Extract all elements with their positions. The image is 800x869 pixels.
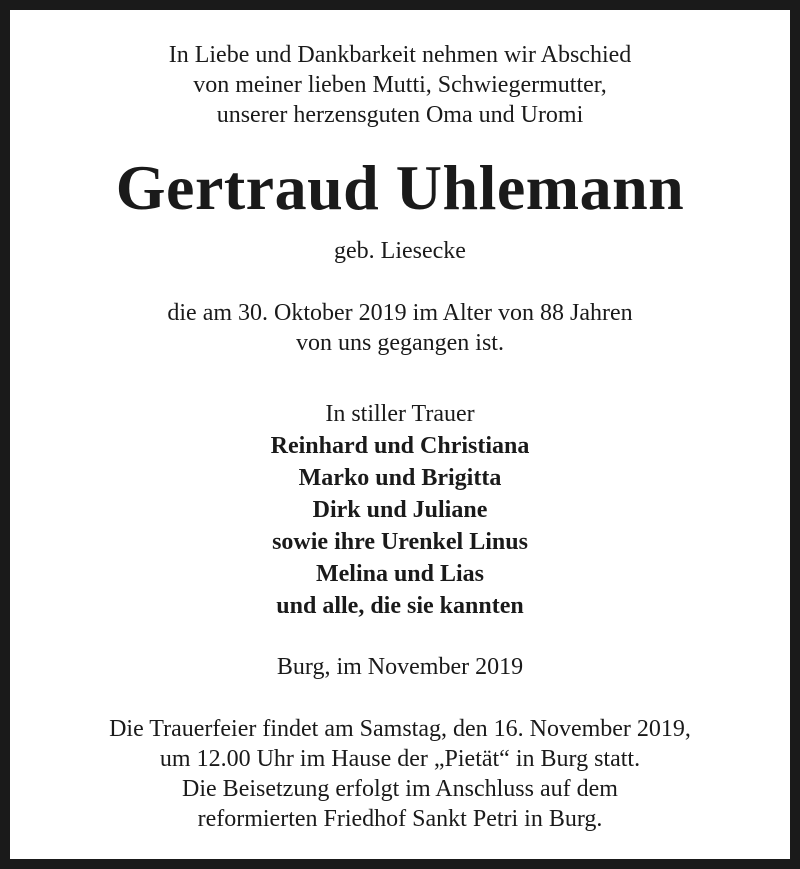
deceased-name: Gertraud Uhlemann — [115, 152, 685, 223]
place-date — [20, 652, 780, 682]
funeral-info — [20, 714, 780, 834]
birth-name — [20, 236, 780, 266]
mourners-block — [20, 398, 780, 622]
funeral-line: Die Trauerfeier findet am Samstag, den 16. November 2019, — [109, 716, 691, 742]
funeral-line: um 12.00 Uhr im Hause der „Pietät“ in Burg statt. — [159, 746, 641, 772]
death-notice — [20, 298, 780, 358]
death-line: von uns gegangen ist. — [296, 330, 504, 356]
birth-name-text: geb. Liesecke — [334, 238, 466, 264]
mourner-line: Dirk und Juliane — [312, 497, 488, 523]
mourner-line: Marko und Brigitta — [298, 465, 502, 491]
mourner-line: Melina und Lias — [315, 561, 485, 587]
mourner-line: sowie ihre Urenkel Linus — [272, 529, 528, 555]
mourner-line: und alle, die sie kannten — [276, 593, 524, 619]
funeral-line: Die Beisetzung erfolgt im Anschluss auf dem — [182, 776, 618, 802]
place-date-text: Burg, im November 2019 — [276, 654, 524, 680]
death-line: die am 30. Oktober 2019 im Alter von 88 Jahren — [167, 300, 633, 326]
mourning-intro: In stiller Trauer — [325, 401, 475, 427]
intro-line: unserer herzensguten Oma und Uromi — [216, 102, 584, 128]
mourner-line: Reinhard und Christiana — [270, 433, 530, 459]
intro-line: In Liebe und Dankbarkeit nehmen wir Abschied — [168, 42, 632, 68]
funeral-line: reformierten Friedhof Sankt Petri in Burg. — [197, 806, 603, 832]
intro-line: von meiner lieben Mutti, Schwiegermutter, — [193, 72, 607, 98]
intro-text — [20, 40, 780, 130]
